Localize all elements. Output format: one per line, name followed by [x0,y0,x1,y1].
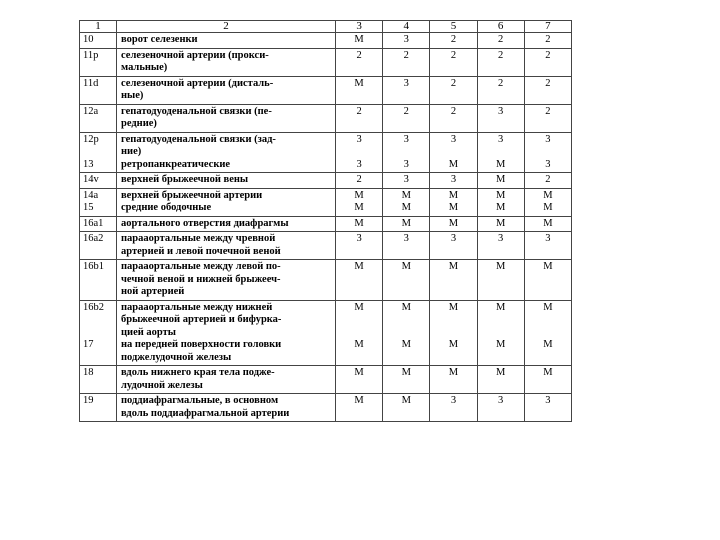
cell-line: М [401,339,411,350]
table-row [80,33,572,49]
stage-value-cell [524,300,571,366]
cell-line: М [401,367,411,378]
cell-line: М [354,189,364,201]
cell-line: селезеночной артерии (дисталь- [121,77,274,89]
cell-line: 16b1 [83,261,104,272]
node-description-cell [117,76,336,104]
cell-line: М [495,202,506,213]
cell-line [83,314,112,327]
stage-value-cell [524,104,571,132]
cell-line: М [354,202,364,213]
node-number-cell [80,104,117,132]
stage-value-cell [430,33,477,49]
cell-line: селезеночной артерии (прокси- [121,49,269,61]
cell-line: 2 [450,49,457,61]
cell-line: М [448,189,459,201]
node-description-cell [117,132,336,173]
cell-line: 2 [498,49,504,61]
cell-line: 2 [545,49,551,61]
node-description-cell [117,188,336,216]
cell-line [478,146,524,159]
stage-value-cell [336,300,383,366]
cell-line: 2 [450,105,457,117]
cell-line: М [495,217,506,229]
cell-line [383,314,429,327]
table-row [80,366,572,394]
cell-line: 2 [356,105,362,117]
header-cell: 1 [80,21,117,33]
cell-line [83,327,112,340]
cell-line [383,146,429,159]
cell-line: М [448,158,459,170]
cell-line: 3 [498,395,504,406]
stage-value-cell [336,76,383,104]
cell-line: М [495,261,506,272]
stage-value-cell [383,394,430,422]
cell-line: 3 [498,133,504,145]
cell-line: 11p [83,49,99,61]
stage-value-cell [477,48,524,76]
node-number-cell [80,366,117,394]
stage-value-cell [477,216,524,232]
stage-value-cell [524,260,571,301]
table-row [80,232,572,260]
stage-value-cell [477,104,524,132]
cell-line: М [354,395,364,406]
cell-line: артерией и левой почечной веной [121,245,281,257]
cell-line: верхней брыжеечной вены [121,174,249,185]
table-row [80,394,572,422]
cell-line: 3 [403,233,409,244]
cell-line: 16a2 [83,233,104,244]
cell-line [430,327,476,340]
stage-value-cell [383,188,430,216]
cell-line: редние) [121,118,157,129]
stage-value-cell [524,188,571,216]
node-description-cell [117,48,336,76]
stage-value-cell [477,366,524,394]
cell-line: М [495,301,506,313]
cell-line: вдоль нижнего края тела подже- [121,367,275,378]
table-header-row [80,21,572,33]
node-description-cell [117,216,336,232]
cell-line: 10 [83,34,94,45]
cell-line: 2 [356,174,362,185]
node-number-cell [80,188,117,216]
node-number-cell [80,232,117,260]
cell-line [430,146,476,159]
stage-value-cell [383,33,430,49]
stage-value-cell [430,132,477,173]
cell-line: М [401,301,411,313]
cell-line: брыжеечной артерией и бифурка- [121,314,282,325]
cell-line: 3 [545,133,551,145]
lymph-node-table-container [79,20,572,422]
cell-line: М [543,202,553,213]
stage-value-cell [524,173,571,189]
stage-value-cell [383,48,430,76]
header-cell: 6 [477,21,524,33]
stage-value-cell [336,33,383,49]
cell-line: 2 [450,34,457,45]
cell-line: М [448,367,459,378]
cell-line: 12p [83,133,99,145]
stage-value-cell [477,300,524,366]
cell-line: М [543,301,553,313]
stage-value-cell [383,260,430,301]
cell-line: верхней брыжеечной артерии [121,189,263,201]
cell-line: 17 [83,339,94,350]
cell-line: М [448,217,459,229]
node-number-cell [80,132,117,173]
cell-line: М [354,261,364,272]
table-row [80,76,572,104]
node-number-cell [80,33,117,49]
cell-line: чечной веной и нижней брыжееч- [121,273,281,285]
stage-value-cell [383,104,430,132]
cell-line: на передней поверхности головки [121,339,282,350]
table-row [80,260,572,301]
stage-value-cell [336,104,383,132]
cell-line: поддиафрагмальные, в основном [121,395,279,406]
node-description-cell [117,173,336,189]
cell-line: 2 [403,105,409,117]
cell-line: ные) [121,90,144,101]
cell-line: М [495,158,506,170]
cell-line [430,314,476,327]
header-cell: 7 [524,21,571,33]
cell-line: М [495,174,506,185]
stage-value-cell [430,104,477,132]
cell-line: 2 [545,105,551,117]
stage-value-cell [430,232,477,260]
cell-line: поджелудочной железы [121,351,232,363]
cell-line: 3 [545,158,551,170]
node-description-cell [117,260,336,301]
cell-line: 2 [545,34,551,45]
cell-line: 19 [83,395,94,406]
cell-line: М [354,217,364,229]
cell-line: М [495,367,506,378]
cell-line: 2 [498,34,504,45]
stage-value-cell [383,232,430,260]
cell-line: М [401,261,411,272]
node-number-cell [80,48,117,76]
cell-line: М [401,217,411,229]
cell-line: 3 [356,233,362,244]
stage-value-cell [477,232,524,260]
cell-line: 11d [83,77,99,89]
table-row [80,104,572,132]
stage-value-cell [524,232,571,260]
cell-line: 3 [545,233,551,244]
cell-line: М [354,77,364,89]
cell-line: М [354,34,364,45]
stage-value-cell [524,132,571,173]
cell-line: гепатодуоденальной связки (зад- [121,133,276,145]
cell-line: мальные) [121,62,168,73]
node-number-cell [80,216,117,232]
stage-value-cell [430,173,477,189]
cell-line: цией аорты [121,326,176,338]
stage-value-cell [430,188,477,216]
stage-value-cell [430,48,477,76]
stage-value-cell [524,33,571,49]
stage-value-cell [430,76,477,104]
cell-line: 3 [450,395,457,406]
cell-line: М [401,189,411,201]
node-description-cell [117,394,336,422]
stage-value-cell [336,232,383,260]
stage-value-cell [383,132,430,173]
stage-value-cell [383,216,430,232]
stage-value-cell [477,260,524,301]
cell-line: М [354,367,364,378]
stage-value-cell [477,394,524,422]
stage-value-cell [336,260,383,301]
cell-line: 3 [356,133,362,145]
cell-line: 3 [498,233,504,244]
node-description-cell [117,232,336,260]
cell-line: 3 [403,77,409,89]
cell-line: 12a [83,105,99,117]
node-number-cell [80,173,117,189]
cell-line [525,146,571,159]
cell-line: парааортальные между нижней [121,301,273,313]
cell-line [383,327,429,340]
stage-value-cell [477,188,524,216]
lymph-node-table [79,20,572,422]
header-cell: 4 [383,21,430,33]
cell-line: 3 [356,158,362,170]
header-cell: 5 [430,21,477,33]
cell-line: М [543,367,553,378]
cell-line: 3 [450,133,457,145]
cell-line [336,146,382,159]
cell-line: 2 [356,49,362,61]
node-description-cell [117,33,336,49]
cell-line: гепатодуоденальной связки (пе- [121,105,272,117]
cell-line: 18 [83,367,94,378]
cell-line: 3 [498,105,504,117]
cell-line: 2 [403,49,409,61]
stage-value-cell [524,394,571,422]
cell-line: М [448,301,459,313]
table-row [80,48,572,76]
cell-line: лудочной железы [121,379,203,391]
cell-line: 16b2 [83,301,104,313]
header-cell: 3 [336,21,383,33]
table-row [80,300,572,366]
cell-line: 14v [83,174,99,185]
cell-line: М [495,189,506,201]
node-number-cell [80,300,117,366]
cell-line: 2 [545,77,551,89]
cell-line: М [448,202,459,213]
cell-line: парааортальные между левой по- [121,261,281,272]
stage-value-cell [524,216,571,232]
cell-line: 3 [403,34,409,45]
stage-value-cell [477,132,524,173]
stage-value-cell [336,366,383,394]
stage-value-cell [430,300,477,366]
cell-line: 14a [83,189,99,201]
cell-line: 3 [545,395,551,406]
stage-value-cell [383,173,430,189]
cell-line: М [543,217,553,229]
stage-value-cell [524,76,571,104]
stage-value-cell [383,366,430,394]
cell-line: 15 [83,202,94,213]
stage-value-cell [430,394,477,422]
cell-line: ретропанкреатические [121,158,231,170]
cell-line: М [354,339,364,350]
stage-value-cell [336,48,383,76]
cell-line: парааортальные между чревной [121,233,276,244]
cell-line [525,327,571,340]
cell-line: ние) [121,146,142,157]
node-description-cell [117,300,336,366]
stage-value-cell [383,76,430,104]
node-number-cell [80,76,117,104]
stage-value-cell [430,260,477,301]
table-row [80,188,572,216]
node-number-cell [80,394,117,422]
stage-value-cell [336,216,383,232]
cell-line: ной артерией [121,286,185,297]
cell-line [525,314,571,327]
cell-line: М [401,395,411,406]
cell-line: М [448,339,459,350]
cell-line: 13 [83,158,94,170]
stage-value-cell [336,394,383,422]
cell-line: 16a1 [83,217,104,229]
cell-line: 3 [450,174,457,185]
cell-line: 3 [450,233,457,244]
cell-line: 2 [498,77,504,89]
stage-value-cell [336,173,383,189]
cell-line: М [354,301,364,313]
cell-line [336,327,382,340]
stage-value-cell [430,216,477,232]
cell-line [478,314,524,327]
node-description-cell [117,104,336,132]
cell-line: М [543,189,553,201]
table-row [80,216,572,232]
cell-line: аортального отверстия диафрагмы [121,217,289,229]
cell-line: 3 [403,158,409,170]
cell-line: М [401,202,411,213]
cell-line: М [543,261,553,272]
stage-value-cell [430,366,477,394]
node-number-cell [80,260,117,301]
cell-line: ворот селезенки [121,34,198,45]
cell-line: средние ободочные [121,202,212,213]
stage-value-cell [336,132,383,173]
cell-line [336,314,382,327]
stage-value-cell [336,188,383,216]
cell-line [478,327,524,340]
stage-value-cell [477,76,524,104]
cell-line: 3 [403,174,409,185]
stage-value-cell [477,173,524,189]
cell-line: М [543,339,553,350]
stage-value-cell [383,300,430,366]
cell-line: 2 [545,174,551,185]
cell-line: 2 [450,77,457,89]
table-row [80,132,572,173]
stage-value-cell [477,33,524,49]
stage-value-cell [524,366,571,394]
header-cell: 2 [117,21,336,33]
stage-value-cell [524,48,571,76]
cell-line: М [448,261,459,272]
cell-line [83,146,112,159]
table-row [80,173,572,189]
cell-line: М [495,339,506,350]
cell-line: 3 [403,133,409,145]
node-description-cell [117,366,336,394]
cell-line: вдоль поддиафрагмальной артерии [121,407,290,419]
